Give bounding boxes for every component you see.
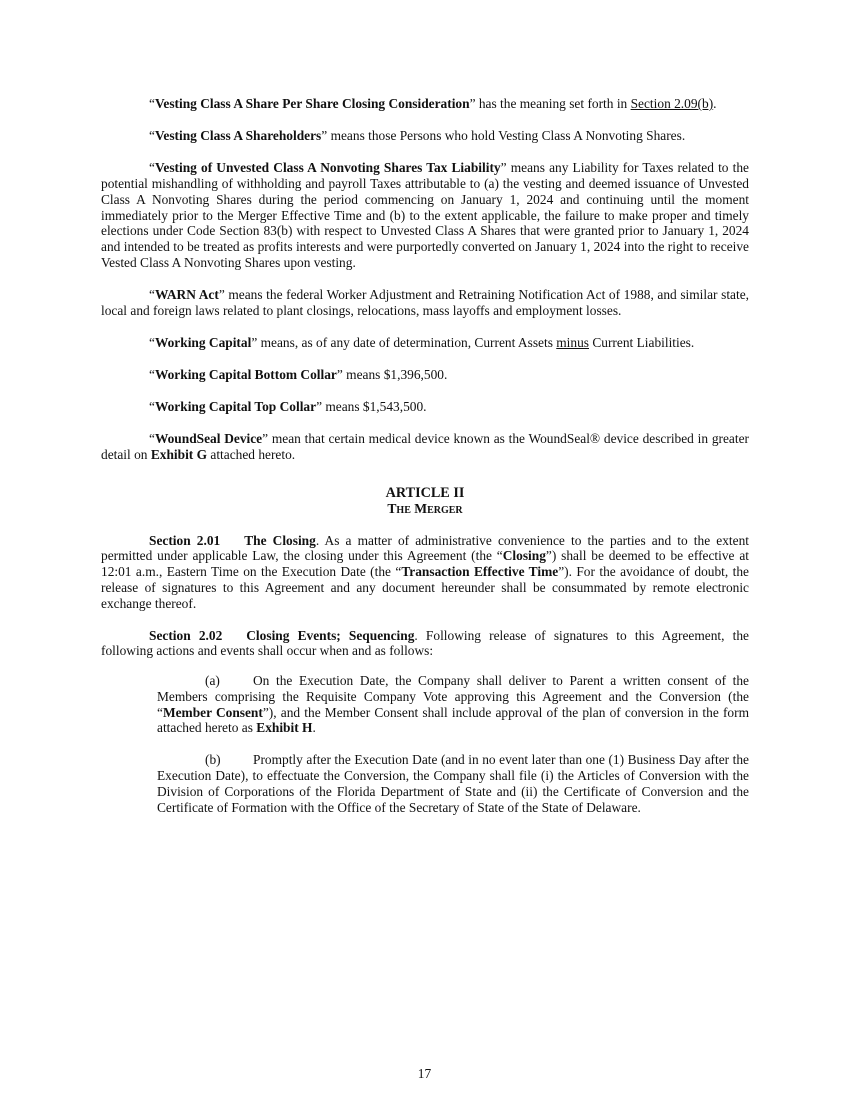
- page-number: 17: [417, 1066, 432, 1081]
- article-title: The Merger: [387, 500, 463, 516]
- definition-working-capital: “Working Capital” means, as of any date of determination, Current Assets minus Current Liabilities.: [149, 334, 695, 350]
- definition-warn-act: “WARN Act” means the federal Worker Adjustment and Retraining Notification Act of 1988, and similar state, local and foreign laws related to plant closings, relocations, mass layoffs and employment losses.: [101, 286, 749, 318]
- subsection-b: (b) Promptly after the Execution Date (and in no event later than one (1) Business Day after the Execution Date), to effectuate the Conversion, the Company shall file (i) the Articles of Conversion with the Division of Corporations of the Florida Department of State and (ii) the Certificate of Conversion and the Certificate of Formation with the Office of the Secretary of State of the State of Delaware.: [157, 752, 749, 815]
- definition-working-capital-bottom-collar: “Working Capital Bottom Collar” means $1,396,500.: [149, 366, 448, 382]
- page-body: [101, 96, 749, 832]
- defined-term: Working Capital Bottom Collar: [154, 366, 337, 382]
- definition-vesting-class-a-share-per-share-closing-consideration: “Vesting Class A Share Per Share Closing Consideration” has the meaning set forth in Section 2.09(b).: [149, 96, 717, 111]
- section-number: Section 2.01: [149, 532, 221, 548]
- subsection-label: (b): [205, 752, 221, 768]
- defined-term: Working Capital: [154, 334, 252, 350]
- section-title: Closing Events; Sequencing: [246, 627, 415, 643]
- defined-term: Working Capital Top Collar: [154, 399, 317, 415]
- defined-term: Vesting of Unvested Class A Nonvoting Shares Tax Liability: [154, 160, 501, 176]
- defined-term: Vesting Class A Shareholders: [154, 128, 322, 144]
- section-title: The Closing: [244, 532, 316, 548]
- defined-term: WARN Act: [154, 286, 219, 302]
- exhibit-reference: Exhibit G: [150, 447, 208, 463]
- article-number: ARTICLE II: [385, 484, 465, 501]
- subsection-label: (a): [205, 673, 220, 689]
- definition-woundseal-device: “WoundSeal Device” mean that certain medical device known as the WoundSeal® device described in greater detail on Exhibit G attached hereto.: [101, 431, 749, 463]
- section-2-02: Section 2.02 Closing Events; Sequencing. Following release of signatures to this Agreement, the following actions and events shall occur when and as follows:: [101, 627, 750, 659]
- section-number: Section 2.02: [149, 627, 223, 643]
- defined-term: Vesting Class A Share Per Share Closing Consideration: [154, 96, 470, 111]
- section-reference-link[interactable]: Section 2.09(b): [630, 96, 714, 111]
- article-heading: [101, 485, 749, 517]
- definition-vesting-class-a-shareholders: “Vesting Class A Shareholders” means those Persons who hold Vesting Class A Nonvoting Shares.: [149, 128, 686, 144]
- underlined-word: minus: [556, 334, 589, 350]
- section-2-01: Section 2.01 The Closing. As a matter of administrative convenience to the parties and to the extent permitted under applicable Law, the closing under this Agreement (the “Closing”) shall be deemed to be effective at 12:01 a.m., Eastern Time on the Execution Date (the “Transaction Effective Time”). For the avoidance of doubt, the release of signatures to this Agreement and any document hereunder shall be consummated by remote electronic exchange thereof.: [101, 532, 750, 611]
- definition-vesting-tax-liability: “Vesting of Unvested Class A Nonvoting Shares Tax Liability” means any Liability for Taxes related to the potential mishandling of withholding and payroll Taxes attributable to (a) the vesting and deemed issuance of Unvested Class A Nonvoting Shares during the period commencing on January 1, 2024 and continuing until the moment immediately prior to the Merger Effective Time and (b) to the extent applicable, the failure to make proper and timely elections under Code Section 83(b) with respect to Unvested Class A Shares that were granted prior to January 1, 2024 and intended to be treated as profits interests and were purportedly converted on January 1, 2024 into the right to receive Vested Class A Nonvoting Shares upon vesting.: [101, 160, 749, 270]
- definition-working-capital-top-collar: “Working Capital Top Collar” means $1,543,500.: [149, 399, 427, 415]
- defined-term: WoundSeal Device: [154, 431, 263, 447]
- subsection-a: (a) On the Execution Date, the Company shall deliver to Parent a written consent of the Members comprising the Requisite Company Vote approving this Agreement and the Conversion (the “Member Consent”), and the Member Consent shall include approval of the plan of conversion in the form attached hereto as Exhibit H.: [157, 673, 749, 736]
